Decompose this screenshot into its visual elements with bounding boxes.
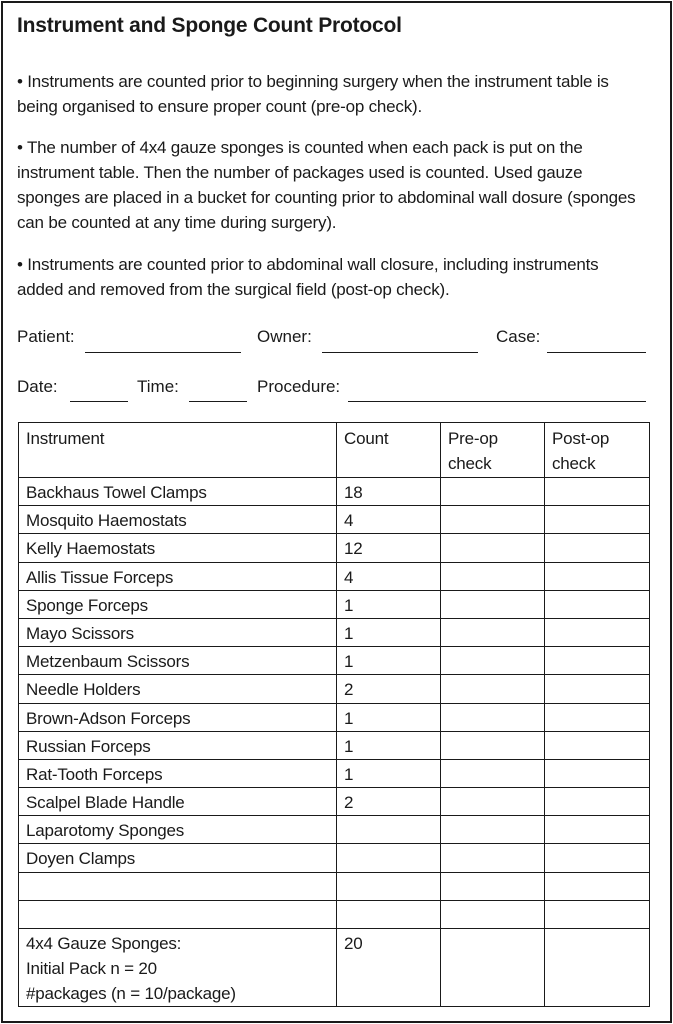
count-cell: 12 [337,534,441,562]
pre-op-check-cell[interactable] [441,929,545,1007]
gauze-sponges-line: #packages (n = 10/package) [26,984,236,1003]
post-op-check-cell[interactable] [545,844,650,872]
pre-op-check-cell[interactable] [441,872,545,900]
instrument-cell: Backhaus Towel Clamps [19,478,337,506]
protocol-bullet-1: • Instruments are counted prior to beginning surgery when the instrument table is being organised to ensure proper count (pre-op check). [17,72,609,116]
table-row [19,647,650,675]
post-op-check-cell[interactable] [545,618,650,646]
pre-op-check-cell[interactable] [441,590,545,618]
post-op-check-cell[interactable] [545,675,650,703]
count-cell: 1 [337,731,441,759]
count-cell: 2 [337,788,441,816]
pre-op-check-cell[interactable] [441,562,545,590]
case-field[interactable] [547,352,646,353]
pre-op-check-cell[interactable] [441,618,545,646]
pre-op-check-cell[interactable] [441,844,545,872]
protocol-bullet-3: • Instruments are counted prior to abdominal wall closure, including instruments added and removed from the surgical field (post-op check). [17,255,599,299]
instrument-cell: Rat-Tooth Forceps [19,759,337,787]
header-post-op-check: Post-op check [545,423,650,478]
instrument-cell: Scalpel Blade Handle [19,788,337,816]
pre-op-check-cell[interactable] [441,703,545,731]
count-cell [337,872,441,900]
instrument-cell [19,872,337,900]
patient-label: Patient: [17,327,75,346]
count-cell: 1 [337,590,441,618]
post-op-check-cell[interactable] [545,731,650,759]
pre-op-check-cell[interactable] [441,534,545,562]
post-op-check-cell[interactable] [545,759,650,787]
count-cell: 2 [337,675,441,703]
instrument-cell: Mosquito Haemostats [19,506,337,534]
pre-op-check-cell[interactable] [441,506,545,534]
instrument-cell: Russian Forceps [19,731,337,759]
header-instrument: Instrument [19,423,337,478]
owner-label: Owner: [257,327,312,346]
count-cell: 20 [337,929,441,1007]
post-op-check-cell[interactable] [545,703,650,731]
table-row [19,618,650,646]
table-row [19,816,650,844]
table-row [19,703,650,731]
count-cell: 1 [337,703,441,731]
table-row [19,788,650,816]
post-op-check-cell[interactable] [545,506,650,534]
time-label: Time: [137,377,179,396]
gauze-sponges-line: Initial Pack n = 20 [26,959,157,978]
header-count: Count [337,423,441,478]
table-row [19,759,650,787]
instrument-cell [19,900,337,928]
procedure-label: Procedure: [257,377,341,396]
pre-op-check-cell[interactable] [441,675,545,703]
procedure-field[interactable] [348,401,646,402]
post-op-check-cell[interactable] [545,788,650,816]
date-label: Date: [17,377,58,396]
protocol-bullet-2: • The number of 4x4 gauze sponges is counted when each pack is put on the instrument table. Then the number of packages used is counted. Used gauze sponges are placed in a bucket for counting prior to abdominal wall dosure (sponges can be counted at any time during surgery). [17,138,636,232]
count-cell: 4 [337,506,441,534]
count-cell: 1 [337,618,441,646]
count-cell: 18 [337,478,441,506]
count-cell: 4 [337,562,441,590]
instrument-cell: Doyen Clamps [19,844,337,872]
page-title: Instrument and Sponge Count Protocol [17,14,402,37]
post-op-check-cell[interactable] [545,562,650,590]
pre-op-check-cell[interactable] [441,647,545,675]
table-row [19,844,650,872]
table-row [19,506,650,534]
post-op-check-cell[interactable] [545,929,650,1007]
instrument-cell: Metzenbaum Scissors [19,647,337,675]
pre-op-check-cell[interactable] [441,900,545,928]
pre-op-check-cell[interactable] [441,816,545,844]
count-cell: 1 [337,759,441,787]
instrument-count-table [18,422,650,1007]
instrument-cell: Allis Tissue Forceps [19,562,337,590]
table-header-row [19,423,650,478]
table-row [19,478,650,506]
count-cell [337,816,441,844]
instrument-cell: Needle Holders [19,675,337,703]
pre-op-check-cell[interactable] [441,759,545,787]
post-op-check-cell[interactable] [545,534,650,562]
case-label: Case: [496,327,541,346]
table-row [19,872,650,900]
post-op-check-cell[interactable] [545,590,650,618]
pre-op-check-cell[interactable] [441,478,545,506]
count-cell [337,844,441,872]
date-field[interactable] [70,401,128,402]
table-row [19,534,650,562]
pre-op-check-cell[interactable] [441,788,545,816]
patient-field[interactable] [85,352,241,353]
header-pre-op-check: Pre-op check [441,423,545,478]
table-row [19,900,650,928]
table-row-gauze-sponges [19,929,650,1007]
table-row [19,675,650,703]
gauze-sponges-cell [19,929,337,1007]
instrument-cell: Kelly Haemostats [19,534,337,562]
instrument-cell: Mayo Scissors [19,618,337,646]
table-row [19,731,650,759]
count-cell: 1 [337,647,441,675]
post-op-check-cell[interactable] [545,900,650,928]
instrument-cell: Sponge Forceps [19,590,337,618]
post-op-check-cell[interactable] [545,647,650,675]
pre-op-check-cell[interactable] [441,731,545,759]
table-row [19,562,650,590]
gauze-sponges-line: 4x4 Gauze Sponges: [26,934,182,953]
table-row [19,590,650,618]
instrument-cell: Laparotomy Sponges [19,816,337,844]
time-field[interactable] [189,401,247,402]
owner-field[interactable] [322,352,478,353]
post-op-check-cell[interactable] [545,816,650,844]
instrument-cell: Brown-Adson Forceps [19,703,337,731]
count-cell [337,900,441,928]
post-op-check-cell[interactable] [545,478,650,506]
post-op-check-cell[interactable] [545,872,650,900]
